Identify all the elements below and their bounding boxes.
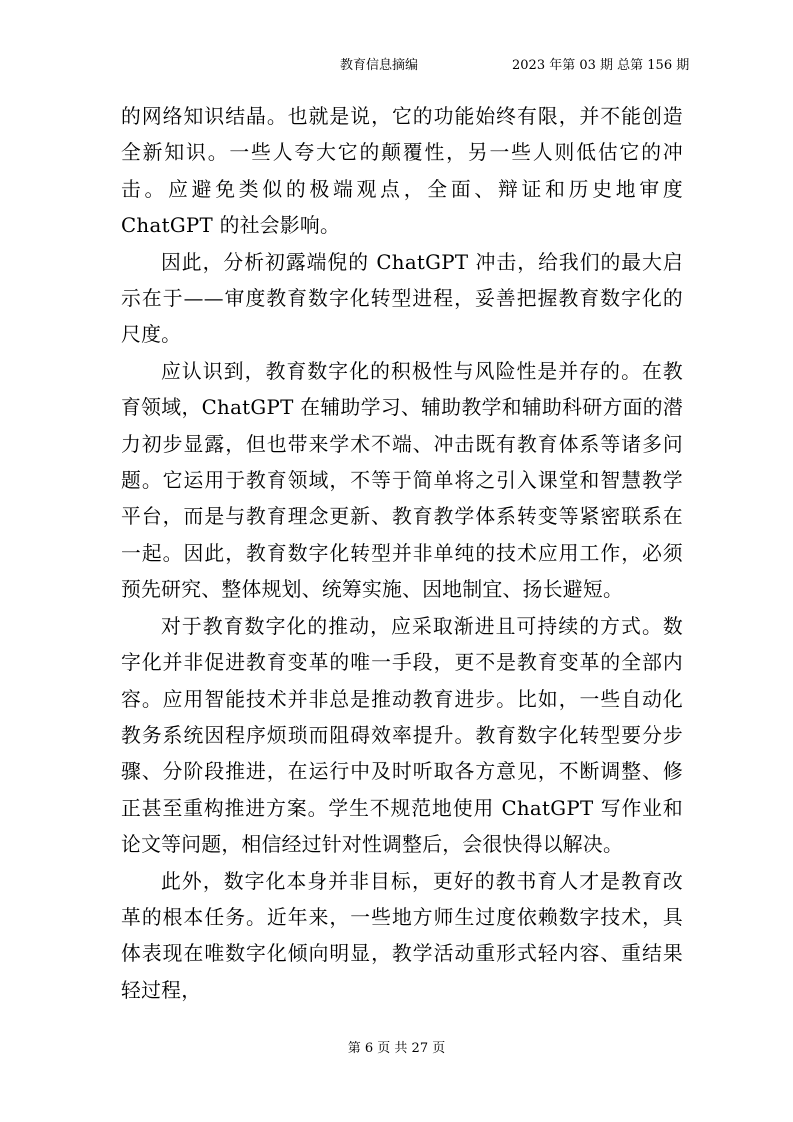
paragraph-1: 的网络知识结晶。也就是说，它的功能始终有限，并不能创造全新知识。一些人夸大它的颠覆性，另一些人则低估它的冲击。应避免类似的极端观点，全面、辩证和历史地审度 ChatGPT 的社会影响。 [121, 105, 683, 238]
page-number: 第 6 页 共 27 页 [347, 1041, 446, 1056]
paragraph-3: 应认识到，教育数字化的积极性与风险性是并存的。在教育领域，ChatGPT 在辅助学习、辅助教学和辅助科研方面的潜力初步显露，但也带来学术不端、冲击既有教育体系等诸多问题。它运用于教育领域，不等于简单将之引入课堂和智慧教学平台，而是与教育理念更新、教育教学体系转变等紧密联系在一起。因此，教育数字化转型并非单纯的技术应用工作，必须预先研究、整体规划、统筹实施、因地制宜、扬长避短。 [121, 359, 683, 602]
paragraph-4: 对于教育数字化的推动，应采取渐进且可持续的方式。数字化并非促进教育变革的唯一手段，更不是教育变革的全部内容。应用智能技术并非总是推动教育进步。比如，一些自动化教务系统因程序烦琐而阻碍效率提升。教育数字化转型要分步骤、分阶段推进，在运行中及时听取各方意见，不断调整、修正甚至重构推进方案。学生不规范地使用 ChatGPT 写作业和论文等问题，相信经过针对性调整后，会很快得以解决。 [121, 614, 683, 857]
paragraph-2: 因此，分析初露端倪的 ChatGPT 冲击，给我们的最大启示在于——审度教育数字化转型进程，妥善把握教育数字化的尺度。 [121, 250, 683, 347]
paragraph-5: 此外，数字化本身并非目标，更好的教书育人才是教育改革的根本任务。近年来，一些地方师生过度依赖数字技术，具体表现在唯数字化倾向明显，教学活动重形式轻内容、重结果轻过程， [121, 869, 683, 1002]
page-footer [0, 1040, 793, 1058]
running-header [0, 57, 793, 77]
article-body [121, 99, 683, 1009]
header-divider [120, 79, 680, 80]
issue-number: 2023 年第 03 期 总第 156 期 [512, 58, 690, 73]
journal-title: 教育信息摘编 [340, 58, 419, 73]
